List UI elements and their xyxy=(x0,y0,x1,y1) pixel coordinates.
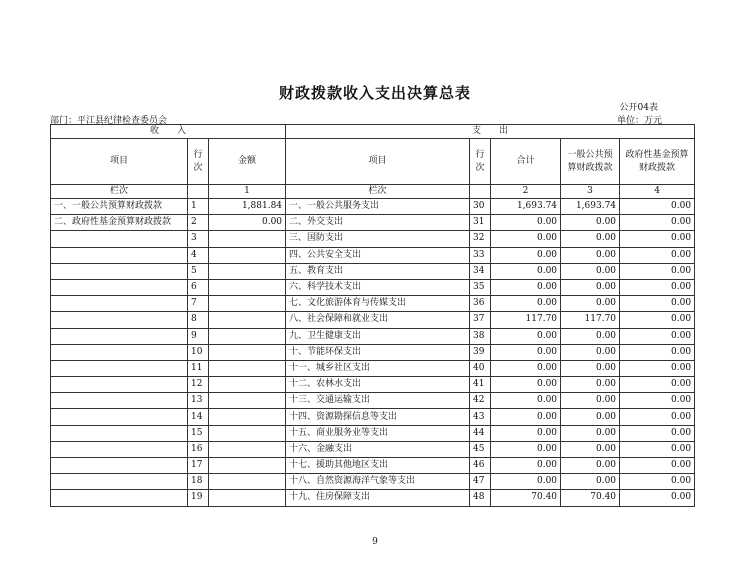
expense-item-cell: 十五、商业服务业等支出 xyxy=(286,425,470,441)
expense-item-cell: 三、国防支出 xyxy=(286,231,470,247)
income-line-cell: 8 xyxy=(188,312,209,328)
department-label: 部门：平江县纪律检查委员会 xyxy=(50,116,168,126)
expense-line-cell: 36 xyxy=(470,296,491,312)
total-cell: 0.00 xyxy=(491,247,561,263)
expense-line-cell: 45 xyxy=(470,441,491,457)
fund-budget-header: 政府性基金预算财政拨款 xyxy=(620,139,695,185)
income-item-cell xyxy=(51,490,188,506)
expense-section-header: 支 出 xyxy=(286,125,695,139)
income-item-cell xyxy=(51,279,188,295)
fund-budget-cell: 0.00 xyxy=(620,377,695,393)
total-header: 合计 xyxy=(491,139,561,185)
page-number: 9 xyxy=(372,537,378,547)
expense-item-cell: 六、科学技术支出 xyxy=(286,279,470,295)
total-cell: 0.00 xyxy=(491,360,561,376)
column-index-blank xyxy=(188,185,209,199)
total-cell: 0.00 xyxy=(491,328,561,344)
expense-item-cell: 八、社会保障和就业支出 xyxy=(286,312,470,328)
general-budget-cell: 0.00 xyxy=(561,409,620,425)
table-row xyxy=(51,360,695,376)
income-line-cell: 10 xyxy=(188,344,209,360)
table-row xyxy=(51,247,695,263)
table-row xyxy=(51,263,695,279)
income-item-cell xyxy=(51,458,188,474)
expense-line-cell: 35 xyxy=(470,279,491,295)
fund-budget-cell: 0.00 xyxy=(620,441,695,457)
total-cell: 0.00 xyxy=(491,215,561,231)
expense-line-cell: 33 xyxy=(470,247,491,263)
page-title: 财政拨款收入支出决算总表 xyxy=(278,84,471,102)
income-item-cell xyxy=(51,377,188,393)
fund-budget-cell: 0.00 xyxy=(620,328,695,344)
income-amount-cell: 1,881.84 xyxy=(209,199,286,215)
general-budget-cell: 0.00 xyxy=(561,393,620,409)
income-amount-cell xyxy=(209,344,286,360)
income-line-cell: 4 xyxy=(188,247,209,263)
total-cell: 0.00 xyxy=(491,393,561,409)
general-budget-cell: 0.00 xyxy=(561,328,620,344)
table-row xyxy=(51,458,695,474)
expense-item-cell: 五、教育支出 xyxy=(286,263,470,279)
expense-item-cell: 十四、资源勘探信息等支出 xyxy=(286,409,470,425)
income-item-cell xyxy=(51,247,188,263)
expense-line-cell: 40 xyxy=(470,360,491,376)
expense-item-cell: 一、一般公共服务支出 xyxy=(286,199,470,215)
table-row xyxy=(51,296,695,312)
expense-line-cell: 34 xyxy=(470,263,491,279)
expense-item-cell: 十九、住房保障支出 xyxy=(286,490,470,506)
expense-item-cell: 二、外交支出 xyxy=(286,215,470,231)
fund-budget-cell: 0.00 xyxy=(620,474,695,490)
total-cell: 0.00 xyxy=(491,409,561,425)
total-cell: 0.00 xyxy=(491,231,561,247)
expense-item-cell: 九、卫生健康支出 xyxy=(286,328,470,344)
income-line-cell: 17 xyxy=(188,458,209,474)
expense-line-cell: 48 xyxy=(470,490,491,506)
expense-item-cell: 十六、金融支出 xyxy=(286,441,470,457)
total-cell: 0.00 xyxy=(491,279,561,295)
fund-budget-cell: 0.00 xyxy=(620,312,695,328)
column-index-4: 4 xyxy=(620,185,695,199)
income-line-cell: 14 xyxy=(188,409,209,425)
table-row xyxy=(51,312,695,328)
fund-budget-cell: 0.00 xyxy=(620,360,695,376)
total-cell: 0.00 xyxy=(491,377,561,393)
fund-budget-cell: 0.00 xyxy=(620,425,695,441)
general-budget-cell: 0.00 xyxy=(561,247,620,263)
fund-budget-cell: 0.00 xyxy=(620,296,695,312)
income-amount-cell xyxy=(209,409,286,425)
income-item-cell xyxy=(51,360,188,376)
income-amount-cell xyxy=(209,490,286,506)
expense-line-cell: 44 xyxy=(470,425,491,441)
general-budget-cell: 0.00 xyxy=(561,474,620,490)
expense-item-cell: 七、文化旅游体育与传媒支出 xyxy=(286,296,470,312)
total-cell: 0.00 xyxy=(491,296,561,312)
expense-item-cell: 十二、农林水支出 xyxy=(286,377,470,393)
total-cell: 117.70 xyxy=(491,312,561,328)
income-section-header: 收 入 xyxy=(51,125,286,139)
income-line-header: 行次 xyxy=(188,139,209,185)
income-item-cell xyxy=(51,231,188,247)
income-amount-cell xyxy=(209,474,286,490)
expense-line-cell: 47 xyxy=(470,474,491,490)
income-line-cell: 13 xyxy=(188,393,209,409)
fund-budget-cell: 0.00 xyxy=(620,231,695,247)
income-amount-cell xyxy=(209,360,286,376)
general-budget-cell: 0.00 xyxy=(561,263,620,279)
total-cell: 70.40 xyxy=(491,490,561,506)
income-line-cell: 9 xyxy=(188,328,209,344)
expense-line-header: 行次 xyxy=(470,139,491,185)
income-line-cell: 11 xyxy=(188,360,209,376)
general-budget-cell: 0.00 xyxy=(561,344,620,360)
general-budget-cell: 0.00 xyxy=(561,377,620,393)
income-amount-cell xyxy=(209,425,286,441)
expense-line-cell: 38 xyxy=(470,328,491,344)
income-item-cell xyxy=(51,263,188,279)
table-row xyxy=(51,279,695,295)
expense-line-cell: 32 xyxy=(470,231,491,247)
fund-budget-cell: 0.00 xyxy=(620,263,695,279)
expense-item-cell: 四、公共安全支出 xyxy=(286,247,470,263)
income-line-cell: 18 xyxy=(188,474,209,490)
fund-budget-cell: 0.00 xyxy=(620,490,695,506)
expense-line-cell: 46 xyxy=(470,458,491,474)
general-budget-header: 一般公共预算财政拨款 xyxy=(561,139,620,185)
expense-item-cell: 十、节能环保支出 xyxy=(286,344,470,360)
expense-line-cell: 30 xyxy=(470,199,491,215)
expense-line-cell: 41 xyxy=(470,377,491,393)
column-index-exp-blank xyxy=(470,185,491,199)
fund-budget-cell: 0.00 xyxy=(620,344,695,360)
income-item-cell xyxy=(51,409,188,425)
total-cell: 1,693.74 xyxy=(491,199,561,215)
column-index-label: 栏次 xyxy=(51,185,188,199)
fund-budget-cell: 0.00 xyxy=(620,247,695,263)
income-item-cell xyxy=(51,393,188,409)
table-row xyxy=(51,344,695,360)
fund-budget-cell: 0.00 xyxy=(620,199,695,215)
income-item-cell xyxy=(51,296,188,312)
general-budget-cell: 0.00 xyxy=(561,425,620,441)
general-budget-cell: 0.00 xyxy=(561,360,620,376)
income-amount-cell xyxy=(209,312,286,328)
table-row xyxy=(51,231,695,247)
column-index-3: 3 xyxy=(561,185,620,199)
income-item-header: 项目 xyxy=(51,139,188,185)
table-row xyxy=(51,377,695,393)
income-item-cell xyxy=(51,344,188,360)
column-index-1: 1 xyxy=(209,185,286,199)
expense-item-cell: 十七、援助其他地区支出 xyxy=(286,458,470,474)
table-row xyxy=(51,199,695,215)
column-index-2: 2 xyxy=(491,185,561,199)
expense-item-cell: 十八、自然资源海洋气象等支出 xyxy=(286,474,470,490)
fund-budget-cell: 0.00 xyxy=(620,215,695,231)
expense-item-cell: 十三、交通运输支出 xyxy=(286,393,470,409)
income-amount-cell xyxy=(209,458,286,474)
table-row xyxy=(51,215,695,231)
expense-line-cell: 37 xyxy=(470,312,491,328)
table-row xyxy=(51,474,695,490)
income-item-cell xyxy=(51,425,188,441)
income-item-cell xyxy=(51,328,188,344)
general-budget-cell: 1,693.74 xyxy=(561,199,620,215)
form-code: 公开04表 xyxy=(619,103,658,113)
income-amount-cell: 0.00 xyxy=(209,215,286,231)
general-budget-cell: 0.00 xyxy=(561,231,620,247)
column-index-exp-label: 栏次 xyxy=(286,185,470,199)
general-budget-cell: 117.70 xyxy=(561,312,620,328)
total-cell: 0.00 xyxy=(491,344,561,360)
total-cell: 0.00 xyxy=(491,441,561,457)
fund-budget-cell: 0.00 xyxy=(620,279,695,295)
general-budget-cell: 0.00 xyxy=(561,279,620,295)
expense-line-cell: 31 xyxy=(470,215,491,231)
total-cell: 0.00 xyxy=(491,425,561,441)
income-item-cell: 二、政府性基金预算财政拨款 xyxy=(51,215,188,231)
income-line-cell: 7 xyxy=(188,296,209,312)
general-budget-cell: 0.00 xyxy=(561,215,620,231)
total-cell: 0.00 xyxy=(491,458,561,474)
income-amount-header: 金额 xyxy=(209,139,286,185)
total-cell: 0.00 xyxy=(491,263,561,279)
expense-item-header: 项目 xyxy=(286,139,470,185)
table-row xyxy=(51,328,695,344)
income-line-cell: 5 xyxy=(188,263,209,279)
income-amount-cell xyxy=(209,441,286,457)
budget-table xyxy=(50,124,695,507)
income-amount-cell xyxy=(209,263,286,279)
income-item-cell: 一、一般公共预算财政拨款 xyxy=(51,199,188,215)
income-line-cell: 6 xyxy=(188,279,209,295)
table-row xyxy=(51,425,695,441)
income-item-cell xyxy=(51,441,188,457)
general-budget-cell: 70.40 xyxy=(561,490,620,506)
income-line-cell: 19 xyxy=(188,490,209,506)
income-line-cell: 15 xyxy=(188,425,209,441)
table-row xyxy=(51,490,695,506)
income-amount-cell xyxy=(209,231,286,247)
expense-line-cell: 43 xyxy=(470,409,491,425)
income-amount-cell xyxy=(209,247,286,263)
general-budget-cell: 0.00 xyxy=(561,458,620,474)
income-line-cell: 3 xyxy=(188,231,209,247)
expense-line-cell: 42 xyxy=(470,393,491,409)
income-line-cell: 12 xyxy=(188,377,209,393)
unit-label: 单位：万元 xyxy=(616,116,662,126)
income-item-cell xyxy=(51,312,188,328)
total-cell: 0.00 xyxy=(491,474,561,490)
income-amount-cell xyxy=(209,296,286,312)
income-amount-cell xyxy=(209,328,286,344)
fund-budget-cell: 0.00 xyxy=(620,409,695,425)
general-budget-cell: 0.00 xyxy=(561,441,620,457)
income-item-cell xyxy=(51,474,188,490)
table-row xyxy=(51,393,695,409)
income-amount-cell xyxy=(209,279,286,295)
fund-budget-cell: 0.00 xyxy=(620,458,695,474)
income-amount-cell xyxy=(209,393,286,409)
table-row xyxy=(51,441,695,457)
income-line-cell: 16 xyxy=(188,441,209,457)
fund-budget-cell: 0.00 xyxy=(620,393,695,409)
income-line-cell: 2 xyxy=(188,215,209,231)
income-line-cell: 1 xyxy=(188,199,209,215)
income-amount-cell xyxy=(209,377,286,393)
expense-item-cell: 十一、城乡社区支出 xyxy=(286,360,470,376)
general-budget-cell: 0.00 xyxy=(561,296,620,312)
expense-line-cell: 39 xyxy=(470,344,491,360)
table-row xyxy=(51,409,695,425)
